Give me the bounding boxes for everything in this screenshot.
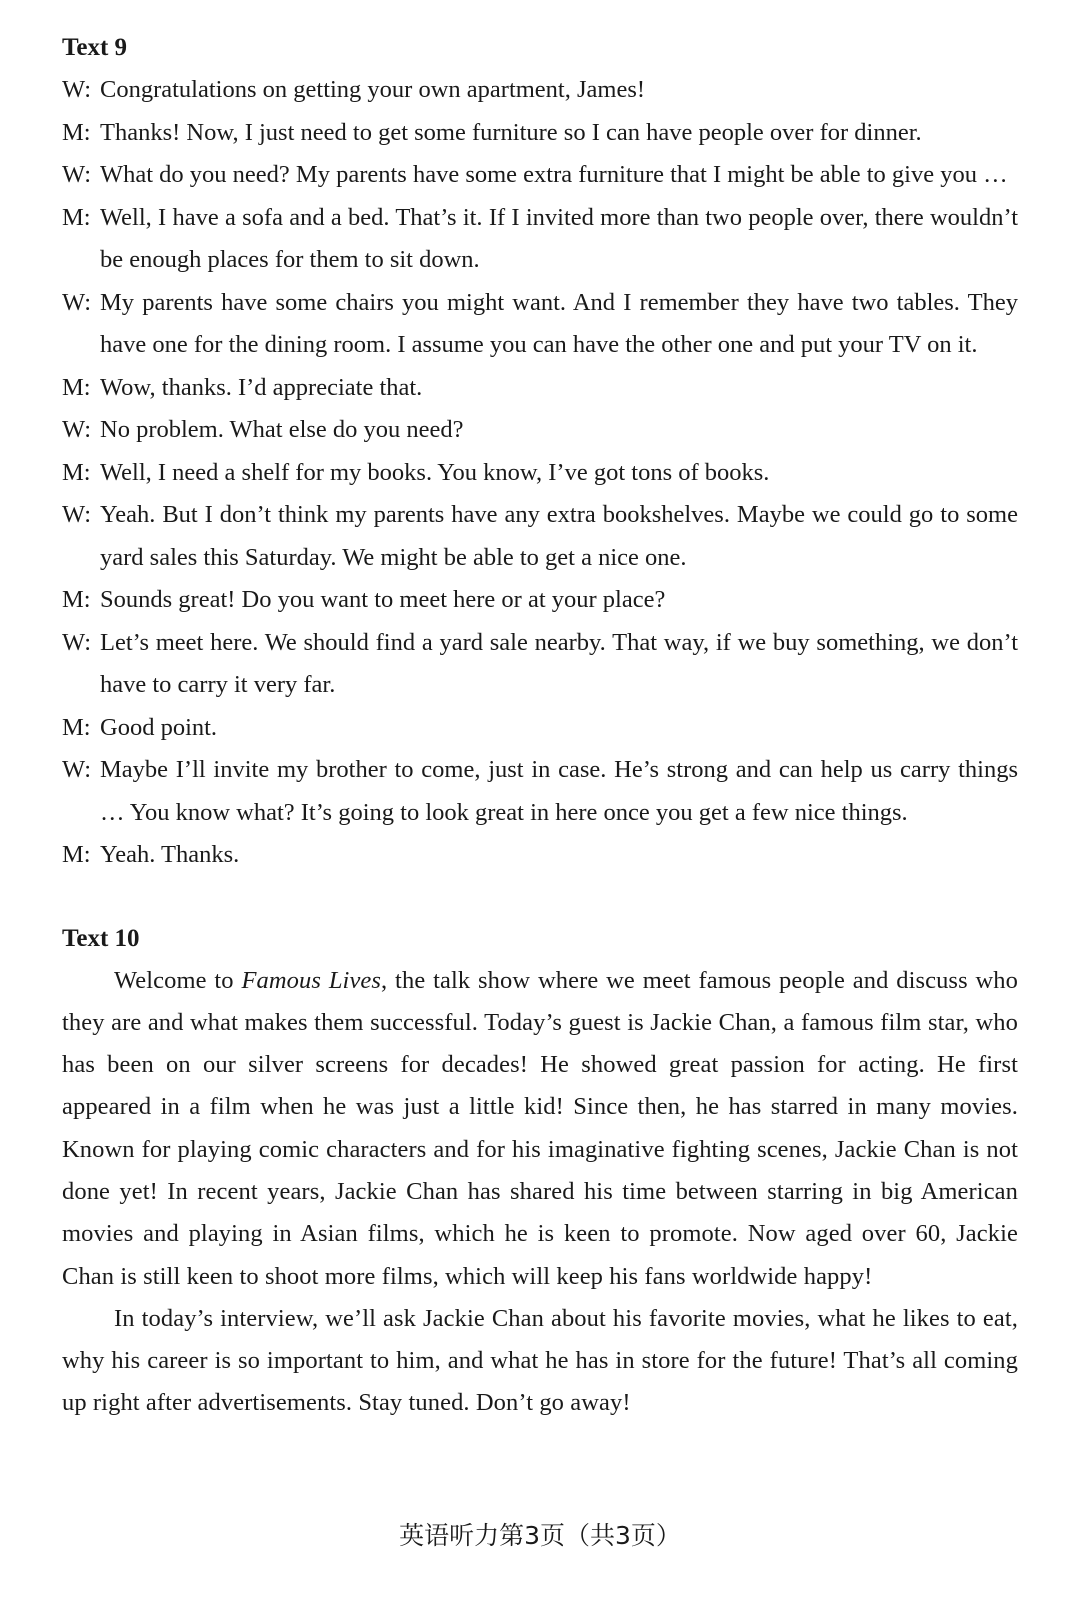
speaker: W: [62, 756, 92, 783]
speaker: W: [62, 501, 92, 528]
utterance: Congratulations on getting your own apartment, James! [100, 76, 646, 103]
dialogue-line [62, 749, 1018, 834]
speaker: W: [62, 76, 92, 103]
speaker: M: [62, 458, 91, 486]
utterance: My parents have some chairs you might want. And I remember they have two tables. They have one for the dining room. I assume you can have the other one and put your TV on it. [100, 288, 1018, 358]
dialogue-line [62, 409, 1018, 452]
dialogue-line [62, 282, 1018, 367]
utterance: Thanks! Now, I just need to get some furniture so I can have people over for dinner. [100, 118, 922, 146]
utterance: What do you need? My parents have some extra furniture that I might be able to give you … [100, 161, 1008, 188]
speaker: M: [62, 118, 91, 146]
dialogue-line [62, 112, 1018, 155]
speaker: M: [62, 203, 91, 231]
text10-title: Text 10 [62, 924, 140, 952]
dialogue-line [62, 494, 1018, 579]
para1-body: , the talk show where we meet famous people and discuss who they are and what makes them successful. Today’s guest is Jackie Chan, a famous film star, who has been on our silver screens for decades! He showed great passion for acting. He first appeared in a film when he was just a little kid! Since then, he has starred in many movies. Known for playing comic characters and for his imaginative fighting scenes, Jackie Chan is not done yet! In recent years, Jackie Chan has shared his time between starring in big American movies and playing in Asian films, which he is keen to promote. Now aged over 60, Jackie Chan is still keen to shoot more films, which will keep his fans worldwide happy! [62, 966, 1018, 1290]
speaker: W: [62, 416, 92, 443]
utterance: Let’s meet here. We should find a yard sale nearby. That way, if we buy something, we don’t have to carry it very far. [100, 628, 1018, 698]
utterance: Well, I need a shelf for my books. You know, I’ve got tons of books. [100, 458, 770, 486]
section-gap [62, 877, 1018, 917]
dialogue-line [62, 622, 1018, 707]
text9-title: Text 9 [62, 34, 128, 61]
utterance: Yeah. Thanks. [100, 841, 240, 868]
dialogue-line [62, 69, 1018, 112]
dialogue-line [62, 707, 1018, 750]
page-footer: 英语听力第3页（共3页） [399, 1521, 681, 1550]
utterance: Maybe I’ll invite my brother to come, just in case. He’s strong and can help us carry things … You know what? It’s going to look great in here once you get a few nice things. [100, 756, 1018, 826]
dialogue-line [62, 197, 1018, 282]
utterance: Sounds great! Do you want to meet here or at your place? [100, 586, 666, 613]
show-name: Famous Lives [241, 966, 382, 994]
speaker: M: [62, 373, 91, 401]
dialogue-line [62, 452, 1018, 495]
text10-section [62, 917, 1018, 1425]
utterance: Good point. [100, 713, 218, 741]
speaker: W: [62, 288, 92, 316]
speaker: M: [62, 841, 91, 868]
utterance: Well, I have a sofa and a bed. That’s it. If I invited more than two people over, there wouldn’t be enough places for them to sit down. [100, 203, 1018, 273]
speaker: W: [62, 161, 92, 188]
utterance: Wow, thanks. I’d appreciate that. [100, 373, 423, 401]
text10-paragraph-1 [62, 960, 1018, 1298]
speaker: W: [62, 628, 92, 656]
dialogue-line [62, 834, 1018, 877]
dialogue-line [62, 367, 1018, 410]
utterance: No problem. What else do you need? [100, 416, 464, 443]
dialogue-line [62, 579, 1018, 622]
dialogue-line [62, 154, 1018, 197]
dialogue [62, 69, 1018, 877]
utterance: Yeah. But I don’t think my parents have any extra bookshelves. Maybe we could go to some yard sales this Saturday. We might be able to get a nice one. [100, 501, 1018, 571]
speaker: M: [62, 586, 91, 613]
speaker: M: [62, 713, 91, 741]
text10-paragraph-2: In today’s interview, we’ll ask Jackie Chan about his favorite movies, what he likes to eat, why his career is so important to him, and what he has in store for the future! That’s all coming up right after advertisements. Stay tuned. Don’t go away! [62, 1304, 1018, 1417]
para1-intro: Welcome to [114, 966, 242, 994]
text9-section [62, 26, 1018, 877]
